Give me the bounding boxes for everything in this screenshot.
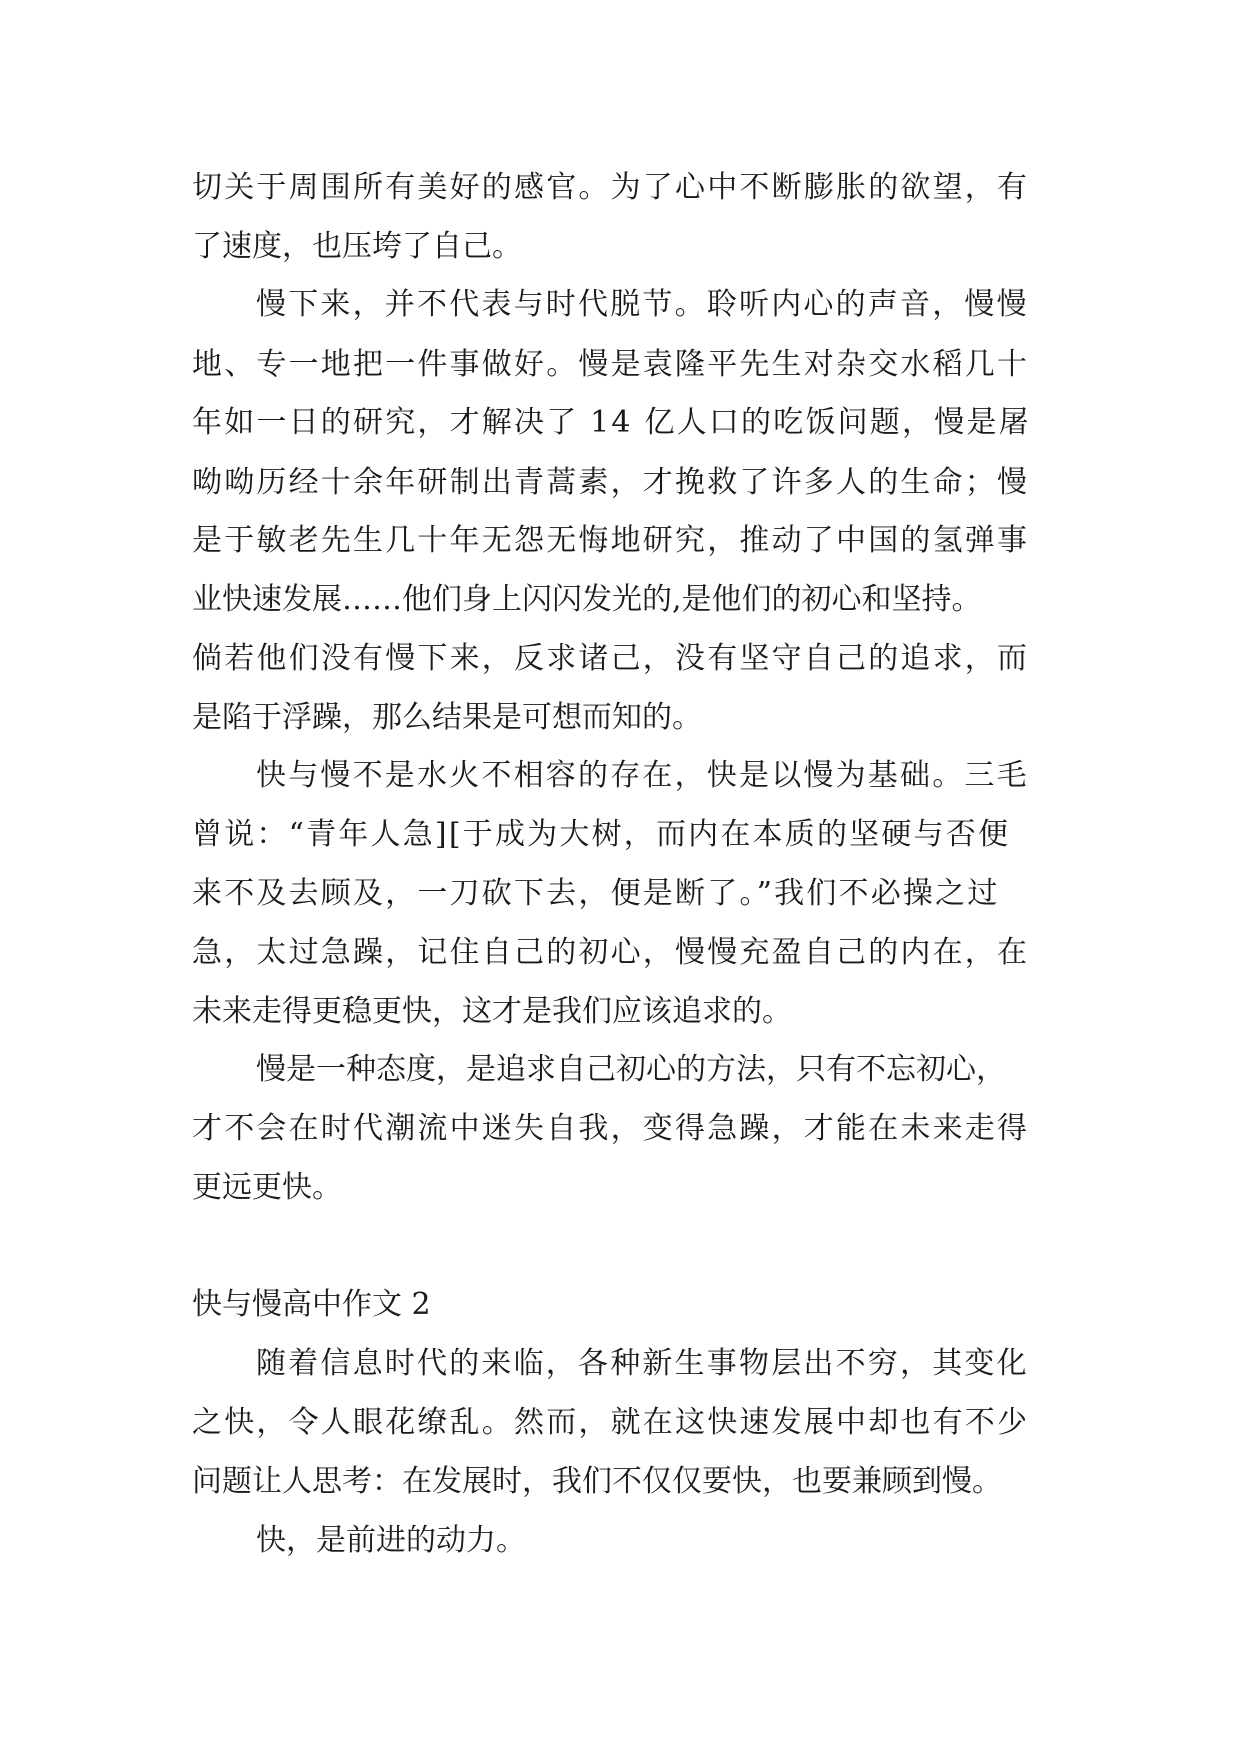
paragraph-line: 地、专一地把一件事做好。慢是袁隆平先生对杂交水稻几十 (192, 347, 1030, 382)
paragraph-line: 之快，令人眼花缭乱。然而，就在这快速发展中却也有不少 (192, 1405, 1030, 1440)
paragraph-line: 未来走得更稳更快，这才是我们应该追求的。 (192, 994, 792, 1029)
paragraph-line: 曾说：“青年人急][于成为大树，而内在本质的坚硬与否便 (192, 817, 1011, 852)
paragraph-line: 问题让人思考：在发展时，我们不仅仅要快，也要兼顾到慢。 (192, 1464, 1002, 1499)
paragraph-line: 快与慢不是水火不相容的存在，快是以慢为基础。三毛 (256, 758, 1029, 793)
paragraph-line: 慢是一种态度，是追求自己初心的方法，只有不忘初心， (256, 1052, 1006, 1087)
paragraph-line: 才不会在时代潮流中迷失自我，变得急躁，才能在未来走得 (192, 1111, 1030, 1146)
paragraph-line: 倘若他们没有慢下来，反求诸己，没有坚守自己的追求，而 (192, 641, 1030, 676)
section-heading: 快与慢高中作文 2 (192, 1287, 431, 1322)
paragraph-line: 慢下来，并不代表与时代脱节。聆听内心的声音，慢慢 (256, 287, 1029, 322)
paragraph-line: 来不及去顾及，一刀砍下去，便是断了。”我们不必操之过 (192, 876, 1000, 911)
paragraph-line: 是于敏老先生几十年无怨无悔地研究，推动了中国的氢弹事 (192, 523, 1030, 558)
paragraph-line: 随着信息时代的来临，各种新生事物层出不穷，其变化 (256, 1346, 1029, 1381)
document-page (192, 0, 1054, 1754)
paragraph-line: 是陷于浮躁，那么结果是可想而知的。 (192, 700, 702, 735)
paragraph-line: 年如一日的研究，才解决了 14 亿人口的吃饭问题，慢是屠 (192, 405, 1031, 440)
paragraph-line: 更远更快。 (192, 1170, 342, 1205)
paragraph-line: 切关于周围所有美好的感官。为了心中不断膨胀的欲望，有 (192, 170, 1030, 205)
paragraph-line: 急，太过急躁，记住自己的初心，慢慢充盈自己的内在，在 (192, 935, 1030, 970)
paragraph-line: 业快速发展……他们身上闪闪发光的,是他们的初心和坚持。 (192, 582, 982, 617)
paragraph-line: 呦呦历经十余年研制出青蒿素，才挽救了许多人的生命；慢 (192, 465, 1030, 500)
paragraph-line: 快，是前进的动力。 (256, 1523, 526, 1558)
paragraph-line: 了速度，也压垮了自己。 (192, 229, 522, 264)
